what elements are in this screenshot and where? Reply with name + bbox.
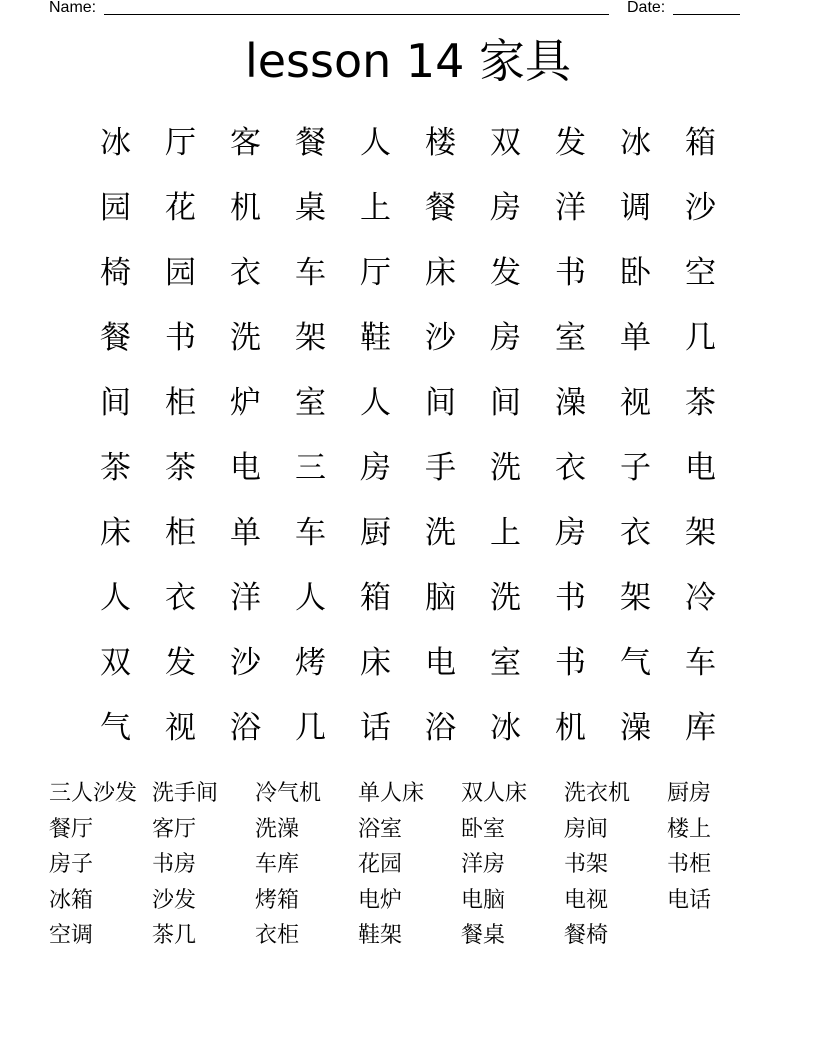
grid-cell[interactable]: 架 bbox=[620, 580, 651, 616]
grid-cell[interactable]: 箱 bbox=[685, 125, 716, 161]
grid-cell[interactable]: 机 bbox=[230, 190, 261, 226]
grid-cell[interactable]: 车 bbox=[685, 645, 716, 681]
grid-cell[interactable]: 沙 bbox=[230, 645, 261, 681]
word-bank-item: 冰箱 bbox=[49, 887, 94, 913]
word-bank-item: 烤箱 bbox=[255, 887, 300, 913]
grid-cell[interactable]: 室 bbox=[295, 385, 326, 421]
grid-cell[interactable]: 浴 bbox=[230, 710, 261, 746]
grid-cell[interactable]: 炉 bbox=[230, 385, 261, 421]
grid-cell[interactable]: 电 bbox=[230, 450, 261, 486]
word-bank-item: 餐椅 bbox=[564, 923, 609, 948]
grid-cell[interactable]: 几 bbox=[295, 710, 326, 746]
grid-cell[interactable]: 鞋 bbox=[360, 320, 391, 356]
grid-cell[interactable]: 视 bbox=[165, 710, 196, 746]
grid-cell[interactable]: 洋 bbox=[555, 190, 586, 226]
word-bank-item: 衣柜 bbox=[255, 923, 300, 948]
date-label: Date: bbox=[627, 0, 666, 16]
word-bank-item: 冷气机 bbox=[255, 781, 322, 806]
grid-cell[interactable]: 电 bbox=[685, 450, 716, 486]
grid-cell[interactable]: 话 bbox=[360, 710, 391, 746]
grid-cell[interactable]: 双 bbox=[490, 125, 521, 161]
grid-cell[interactable]: 衣 bbox=[620, 515, 651, 551]
grid-cell[interactable]: 室 bbox=[490, 645, 521, 681]
grid-cell[interactable]: 厨 bbox=[360, 515, 391, 551]
grid-cell[interactable]: 冷 bbox=[685, 580, 716, 616]
grid-cell[interactable]: 房 bbox=[490, 320, 521, 356]
grid-cell[interactable]: 书 bbox=[555, 645, 586, 681]
word-bank-item: 电炉 bbox=[358, 887, 403, 913]
grid-cell[interactable]: 气 bbox=[100, 710, 131, 746]
grid-cell[interactable]: 视 bbox=[620, 385, 651, 421]
grid-cell[interactable]: 房 bbox=[360, 450, 391, 486]
grid-cell[interactable]: 洗 bbox=[230, 320, 261, 356]
word-bank-item: 三人沙发 bbox=[49, 781, 138, 806]
word-bank-item: 洗衣机 bbox=[564, 781, 631, 806]
grid-cell[interactable]: 发 bbox=[165, 645, 196, 681]
word-bank-item: 书柜 bbox=[667, 852, 712, 877]
grid-cell[interactable]: 洗 bbox=[490, 580, 521, 616]
word-bank-item: 沙发 bbox=[152, 887, 197, 913]
word-bank-item: 客厅 bbox=[152, 816, 197, 842]
grid-cell[interactable]: 车 bbox=[295, 255, 326, 291]
grid-cell[interactable]: 房 bbox=[490, 190, 521, 226]
grid-cell[interactable]: 沙 bbox=[425, 320, 456, 356]
word-bank-item: 茶几 bbox=[152, 923, 197, 948]
grid-cell[interactable]: 人 bbox=[295, 580, 326, 616]
grid-cell[interactable]: 衣 bbox=[555, 450, 586, 486]
word-bank-item: 房间 bbox=[564, 816, 609, 842]
name-blank-line[interactable] bbox=[104, 0, 609, 15]
word-bank-item: 书房 bbox=[152, 852, 197, 877]
grid-cell[interactable]: 机 bbox=[555, 710, 586, 746]
grid-cell[interactable]: 人 bbox=[100, 580, 131, 616]
grid-cell[interactable]: 书 bbox=[555, 255, 586, 291]
word-bank-item: 房子 bbox=[49, 852, 94, 877]
word-bank-item: 洗手间 bbox=[152, 781, 219, 806]
grid-cell[interactable]: 双 bbox=[100, 645, 131, 681]
grid-cell[interactable]: 箱 bbox=[360, 580, 391, 616]
grid-cell[interactable]: 餐 bbox=[425, 190, 456, 226]
grid-cell[interactable]: 三 bbox=[295, 450, 326, 486]
grid-cell[interactable]: 单 bbox=[230, 515, 261, 551]
grid-cell[interactable]: 厅 bbox=[360, 255, 391, 291]
grid-cell[interactable]: 发 bbox=[555, 125, 586, 161]
grid-cell[interactable]: 几 bbox=[685, 320, 716, 356]
grid-cell[interactable]: 洋 bbox=[230, 580, 261, 616]
word-bank-item: 电脑 bbox=[461, 887, 506, 913]
grid-cell[interactable]: 库 bbox=[685, 710, 716, 746]
student-info-line bbox=[49, 0, 740, 20]
grid-cell[interactable]: 间 bbox=[425, 385, 456, 421]
grid-cell[interactable]: 电 bbox=[425, 645, 456, 681]
grid-cell[interactable]: 车 bbox=[295, 515, 326, 551]
grid-cell[interactable]: 室 bbox=[555, 320, 586, 356]
grid-cell[interactable]: 冰 bbox=[490, 710, 521, 746]
grid-cell[interactable]: 洗 bbox=[490, 450, 521, 486]
grid-cell[interactable]: 厅 bbox=[165, 125, 196, 161]
word-bank-item: 鞋架 bbox=[358, 923, 403, 948]
word-bank-item: 餐桌 bbox=[461, 923, 506, 948]
word-bank-item: 卧室 bbox=[461, 816, 506, 842]
word-bank-item: 餐厅 bbox=[49, 816, 94, 842]
grid-cell[interactable]: 洗 bbox=[425, 515, 456, 551]
grid-cell[interactable]: 茶 bbox=[100, 450, 131, 486]
grid-cell[interactable]: 单 bbox=[620, 320, 651, 356]
word-bank-item: 楼上 bbox=[667, 816, 712, 842]
grid-cell[interactable]: 茶 bbox=[165, 450, 196, 486]
grid-cell[interactable]: 餐 bbox=[295, 125, 326, 161]
word-bank-item: 电话 bbox=[667, 887, 712, 913]
grid-cell[interactable]: 床 bbox=[360, 645, 391, 681]
word-bank-item: 车库 bbox=[255, 852, 300, 877]
word-bank-item: 厨房 bbox=[667, 781, 712, 806]
grid-cell[interactable]: 桌 bbox=[295, 190, 326, 226]
grid-cell[interactable]: 浴 bbox=[425, 710, 456, 746]
grid-cell[interactable]: 餐 bbox=[100, 320, 131, 356]
grid-cell[interactable]: 床 bbox=[425, 255, 456, 291]
grid-cell[interactable]: 烤 bbox=[295, 645, 326, 681]
grid-cell[interactable]: 上 bbox=[360, 190, 391, 226]
word-bank-item: 双人床 bbox=[461, 781, 528, 806]
grid-cell[interactable]: 园 bbox=[165, 255, 196, 291]
date-blank-line[interactable] bbox=[673, 0, 740, 15]
grid-cell[interactable]: 冰 bbox=[620, 125, 651, 161]
word-bank-item: 花园 bbox=[358, 852, 403, 877]
grid-cell[interactable]: 气 bbox=[620, 645, 651, 681]
name-label: Name: bbox=[49, 0, 97, 16]
word-bank-item: 书架 bbox=[564, 852, 609, 877]
grid-cell[interactable]: 子 bbox=[620, 450, 651, 486]
grid-cell[interactable]: 人 bbox=[360, 385, 391, 421]
word-bank-item: 洋房 bbox=[461, 852, 506, 877]
grid-cell[interactable]: 上 bbox=[490, 515, 521, 551]
grid-cell[interactable]: 澡 bbox=[555, 385, 586, 421]
grid-cell[interactable]: 冰 bbox=[100, 125, 131, 161]
word-bank-item: 空调 bbox=[49, 923, 94, 948]
grid-cell[interactable]: 脑 bbox=[425, 580, 456, 616]
grid-cell[interactable]: 柜 bbox=[165, 385, 196, 421]
word-bank-item: 单人床 bbox=[358, 781, 425, 806]
word-bank-item: 洗澡 bbox=[255, 816, 300, 842]
grid-cell[interactable]: 间 bbox=[490, 385, 521, 421]
grid-cell[interactable]: 床 bbox=[100, 515, 131, 551]
word-bank-item: 电视 bbox=[564, 887, 609, 913]
grid-cell[interactable]: 澡 bbox=[620, 710, 651, 746]
grid-cell[interactable]: 衣 bbox=[230, 255, 261, 291]
grid-cell[interactable]: 客 bbox=[230, 125, 261, 161]
grid-cell[interactable]: 空 bbox=[685, 255, 716, 291]
grid-cell[interactable]: 园 bbox=[100, 190, 131, 226]
worksheet-title: lesson 14 家具 bbox=[244, 34, 572, 88]
grid-cell[interactable]: 楼 bbox=[425, 125, 456, 161]
grid-cell[interactable]: 手 bbox=[425, 450, 456, 486]
grid-cell[interactable]: 茶 bbox=[685, 385, 716, 421]
grid-cell[interactable]: 发 bbox=[490, 255, 521, 291]
grid-cell[interactable]: 间 bbox=[100, 385, 131, 421]
grid-cell[interactable]: 椅 bbox=[100, 255, 131, 291]
grid-cell[interactable]: 柜 bbox=[165, 515, 196, 551]
grid-cell[interactable]: 调 bbox=[620, 190, 651, 226]
word-bank-item: 浴室 bbox=[358, 816, 403, 842]
word-bank bbox=[49, 776, 769, 954]
grid-cell[interactable]: 架 bbox=[685, 515, 716, 551]
grid-cell[interactable]: 沙 bbox=[685, 190, 716, 226]
word-search-grid bbox=[83, 111, 733, 761]
grid-cell[interactable]: 人 bbox=[360, 125, 391, 161]
grid-cell[interactable]: 衣 bbox=[165, 580, 196, 616]
grid-cell[interactable]: 花 bbox=[165, 190, 196, 226]
grid-cell[interactable]: 书 bbox=[555, 580, 586, 616]
grid-cell[interactable]: 架 bbox=[295, 320, 326, 356]
grid-cell[interactable]: 卧 bbox=[620, 255, 651, 291]
grid-cell[interactable]: 房 bbox=[555, 515, 586, 551]
grid-cell[interactable]: 书 bbox=[165, 320, 196, 356]
